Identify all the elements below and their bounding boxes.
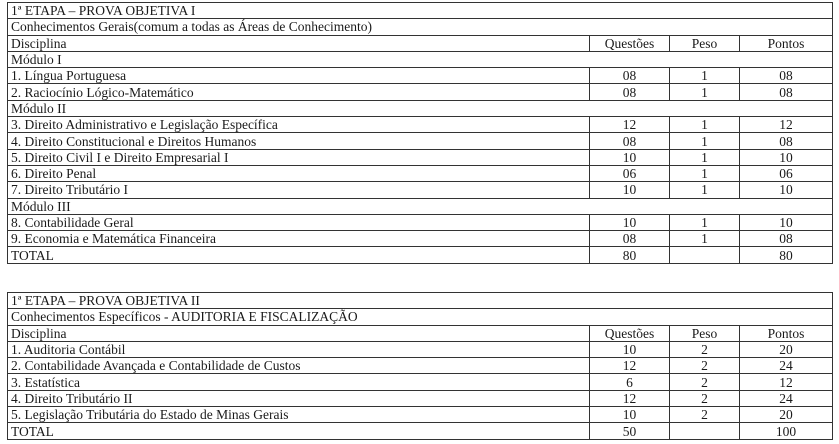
total-peso <box>670 247 740 263</box>
total-row <box>8 247 833 263</box>
table-row <box>8 390 833 406</box>
total-questoes: 50 <box>590 423 670 439</box>
cell-questoes: 06 <box>590 165 670 181</box>
cell-disciplina: 7. Direito Tributário I <box>8 182 590 198</box>
table-row <box>8 165 833 181</box>
total-questoes: 80 <box>590 247 670 263</box>
cell-peso: 1 <box>670 117 740 133</box>
cell-disciplina: 2. Raciocínio Lógico-Matemático <box>8 84 590 100</box>
cell-peso: 1 <box>670 149 740 165</box>
table-subtitle-row <box>8 309 833 325</box>
cell-questoes: 10 <box>590 214 670 230</box>
cell-peso: 2 <box>670 341 740 357</box>
cell-pontos: 10 <box>740 214 833 230</box>
cell-pontos: 20 <box>740 341 833 357</box>
table-row <box>8 341 833 357</box>
cell-peso: 1 <box>670 68 740 84</box>
cell-questoes: 10 <box>590 407 670 423</box>
cell-peso: 1 <box>670 133 740 149</box>
cell-disciplina: 5. Legislação Tributária do Estado de Minas Gerais <box>8 407 590 423</box>
table-row <box>8 68 833 84</box>
cell-questoes: 12 <box>590 358 670 374</box>
header-questoes: Questões <box>590 325 670 341</box>
cell-pontos: 20 <box>740 407 833 423</box>
cell-questoes: 12 <box>590 390 670 406</box>
table-row <box>8 214 833 230</box>
cell-questoes: 08 <box>590 133 670 149</box>
cell-disciplina: 4. Direito Constitucional e Direitos Humanos <box>8 133 590 149</box>
cell-pontos: 10 <box>740 149 833 165</box>
cell-peso: 1 <box>670 165 740 181</box>
total-row <box>8 423 833 439</box>
cell-pontos: 24 <box>740 358 833 374</box>
cell-disciplina: 1. Auditoria Contábil <box>8 341 590 357</box>
module-label: Módulo I <box>8 51 833 67</box>
total-pontos: 80 <box>740 247 833 263</box>
module-label: Módulo III <box>8 198 833 214</box>
cell-peso: 1 <box>670 182 740 198</box>
table-row <box>8 358 833 374</box>
cell-pontos: 08 <box>740 84 833 100</box>
module-label: Módulo II <box>8 100 833 116</box>
cell-questoes: 10 <box>590 341 670 357</box>
table-header-row <box>8 35 833 51</box>
module-row <box>8 198 833 214</box>
total-label: TOTAL <box>8 423 590 439</box>
table-title-row <box>8 293 833 309</box>
table-row <box>8 182 833 198</box>
cell-questoes: 12 <box>590 117 670 133</box>
table-row <box>8 149 833 165</box>
table-header-row <box>8 325 833 341</box>
cell-pontos: 08 <box>740 231 833 247</box>
cell-questoes: 08 <box>590 68 670 84</box>
cell-peso: 1 <box>670 231 740 247</box>
cell-disciplina: 5. Direito Civil I e Direito Empresarial I <box>8 149 590 165</box>
exam-table-objetiva-2 <box>7 292 833 440</box>
cell-questoes: 10 <box>590 149 670 165</box>
cell-disciplina: 6. Direito Penal <box>8 165 590 181</box>
cell-peso: 2 <box>670 390 740 406</box>
cell-questoes: 08 <box>590 231 670 247</box>
header-disciplina: Disciplina <box>8 325 590 341</box>
table-row <box>8 84 833 100</box>
cell-disciplina: 1. Língua Portuguesa <box>8 68 590 84</box>
cell-disciplina: 3. Direito Administrativo e Legislação Específica <box>8 117 590 133</box>
module-row <box>8 51 833 67</box>
table-row <box>8 133 833 149</box>
cell-pontos: 24 <box>740 390 833 406</box>
table-title-row <box>8 3 833 19</box>
table-row <box>8 374 833 390</box>
table-title: 1ª ETAPA – PROVA OBJETIVA II <box>8 293 833 309</box>
cell-peso: 1 <box>670 84 740 100</box>
total-peso <box>670 423 740 439</box>
header-questoes: Questões <box>590 35 670 51</box>
header-peso: Peso <box>670 325 740 341</box>
table-title: 1ª ETAPA – PROVA OBJETIVA I <box>8 3 833 19</box>
table-subtitle: Conhecimentos Gerais(comum a todas as Áreas de Conhecimento) <box>8 19 833 35</box>
cell-disciplina: 3. Estatística <box>8 374 590 390</box>
cell-disciplina: 8. Contabilidade Geral <box>8 214 590 230</box>
cell-questoes: 10 <box>590 182 670 198</box>
table-row <box>8 231 833 247</box>
table-subtitle-row <box>8 19 833 35</box>
cell-peso: 2 <box>670 358 740 374</box>
table-row <box>8 117 833 133</box>
cell-peso: 2 <box>670 407 740 423</box>
header-pontos: Pontos <box>740 325 833 341</box>
cell-pontos: 08 <box>740 68 833 84</box>
cell-disciplina: 9. Economia e Matemática Financeira <box>8 231 590 247</box>
total-label: TOTAL <box>8 247 590 263</box>
cell-questoes: 6 <box>590 374 670 390</box>
header-disciplina: Disciplina <box>8 35 590 51</box>
cell-disciplina: 2. Contabilidade Avançada e Contabilidade de Custos <box>8 358 590 374</box>
cell-peso: 1 <box>670 214 740 230</box>
total-pontos: 100 <box>740 423 833 439</box>
cell-pontos: 08 <box>740 133 833 149</box>
cell-pontos: 10 <box>740 182 833 198</box>
exam-table-objetiva-1 <box>7 2 833 264</box>
cell-peso: 2 <box>670 374 740 390</box>
cell-pontos: 12 <box>740 374 833 390</box>
cell-pontos: 06 <box>740 165 833 181</box>
cell-questoes: 08 <box>590 84 670 100</box>
cell-pontos: 12 <box>740 117 833 133</box>
header-pontos: Pontos <box>740 35 833 51</box>
header-peso: Peso <box>670 35 740 51</box>
cell-disciplina: 4. Direito Tributário II <box>8 390 590 406</box>
table-subtitle: Conhecimentos Específicos - AUDITORIA E FISCALIZAÇÃO <box>8 309 833 325</box>
table-row <box>8 407 833 423</box>
module-row <box>8 100 833 116</box>
